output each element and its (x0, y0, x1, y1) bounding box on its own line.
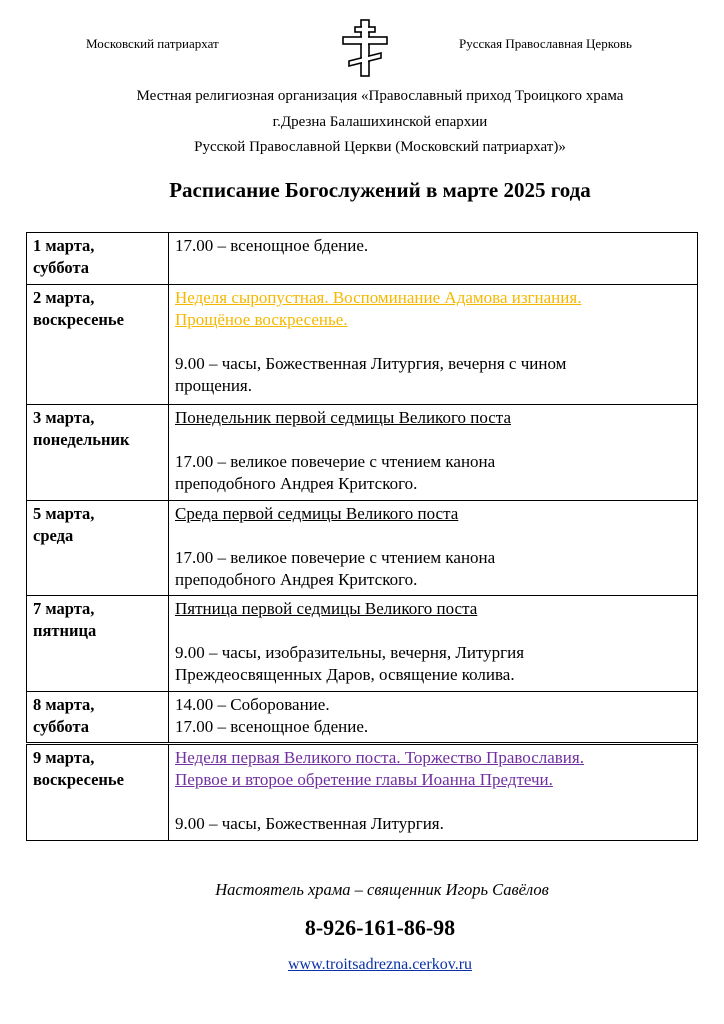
header-left-text: Московский патриархат (86, 36, 219, 51)
schedule-row (27, 233, 698, 285)
service-line: 9.00 – часы, Божественная Литургия, вечерня с чином (175, 354, 567, 373)
date-cell (27, 744, 169, 841)
schedule-row (27, 692, 698, 744)
date-text: 3 марта, (33, 408, 95, 427)
page-title: Расписание Богослужений в марте 2025 года (169, 178, 591, 202)
date-cell (27, 233, 169, 285)
services-cell (169, 285, 698, 405)
weekday-text: пятница (33, 621, 97, 640)
service-line: 17.00 – всенощное бдение. (175, 717, 369, 736)
services-cell (169, 501, 698, 596)
feast-title-line[interactable]: Первое и второе обретение главы Иоанна Предтечи. (175, 770, 553, 789)
services-cell (169, 744, 698, 841)
weekday-text: воскресенье (33, 770, 124, 789)
weekday-text: воскресенье (33, 310, 124, 329)
schedule-row (27, 285, 698, 405)
date-text: 1 марта, (33, 236, 95, 255)
date-cell (27, 405, 169, 501)
feast-title-line: Пятница первой седмицы Великого поста (175, 599, 478, 618)
date-text: 7 марта, (33, 599, 95, 618)
schedule-row (27, 501, 698, 596)
schedule-row (27, 405, 698, 501)
services-cell (169, 596, 698, 692)
orthodox-cross-icon (339, 18, 391, 78)
date-cell (27, 692, 169, 744)
weekday-text: суббота (33, 258, 90, 277)
organization-line-1: Местная религиозная организация «Православный приход Троицкого храма (136, 88, 624, 104)
service-line: 17.00 – всенощное бдение. (175, 236, 369, 255)
weekday-text: суббота (33, 717, 90, 736)
date-cell (27, 501, 169, 596)
services-cell (169, 405, 698, 501)
service-line: Преждеосвященных Даров, освящение колива. (175, 665, 515, 684)
weekday-text: среда (33, 526, 74, 545)
date-text: 2 марта, (33, 288, 95, 307)
weekday-text: понедельник (33, 430, 130, 449)
service-line: преподобного Андрея Критского. (175, 474, 418, 493)
service-line: 9.00 – часы, изобразительны, вечерня, Литургия (175, 643, 525, 662)
service-line: 14.00 – Соборование. (175, 695, 330, 714)
date-text: 5 марта, (33, 504, 95, 523)
services-cell (169, 233, 698, 285)
service-line: прощения. (175, 376, 252, 395)
service-line: 17.00 – великое повечерие с чтением канона (175, 452, 496, 471)
feast-title-line[interactable]: Неделя сыропустная. Воспоминание Адамова изгнания. (175, 288, 582, 307)
feast-title-line[interactable]: Прощёное воскресенье. (175, 310, 348, 329)
service-line: 9.00 – часы, Божественная Литургия. (175, 814, 444, 833)
service-line: преподобного Андрея Критского. (175, 570, 418, 589)
services-cell (169, 692, 698, 744)
rector-signature: Настоятель храма – священник Игорь Савёлов (215, 880, 549, 899)
schedule-row (27, 744, 698, 841)
schedule-table (26, 232, 698, 841)
header-right-text: Русская Православная Церковь (459, 36, 632, 51)
service-line: 17.00 – великое повечерие с чтением канона (175, 548, 496, 567)
date-cell (27, 285, 169, 405)
organization-line-2: г.Дрезна Балашихинской епархии (272, 114, 488, 130)
organization-line-3: Русской Православной Церкви (Московский патриархат)» (194, 139, 566, 155)
date-text: 8 марта, (33, 695, 95, 714)
feast-title-line: Среда первой седмицы Великого поста (175, 504, 459, 523)
feast-title-line: Понедельник первой седмицы Великого поста (175, 408, 511, 427)
website-link[interactable]: www.troitsadrezna.cerkov.ru (287, 956, 473, 973)
date-cell (27, 596, 169, 692)
feast-title-line[interactable]: Неделя первая Великого поста. Торжество Православия. (175, 748, 584, 767)
date-text: 9 марта, (33, 748, 95, 767)
phone-number: 8-926-161-86-98 (304, 915, 456, 940)
schedule-row (27, 596, 698, 692)
